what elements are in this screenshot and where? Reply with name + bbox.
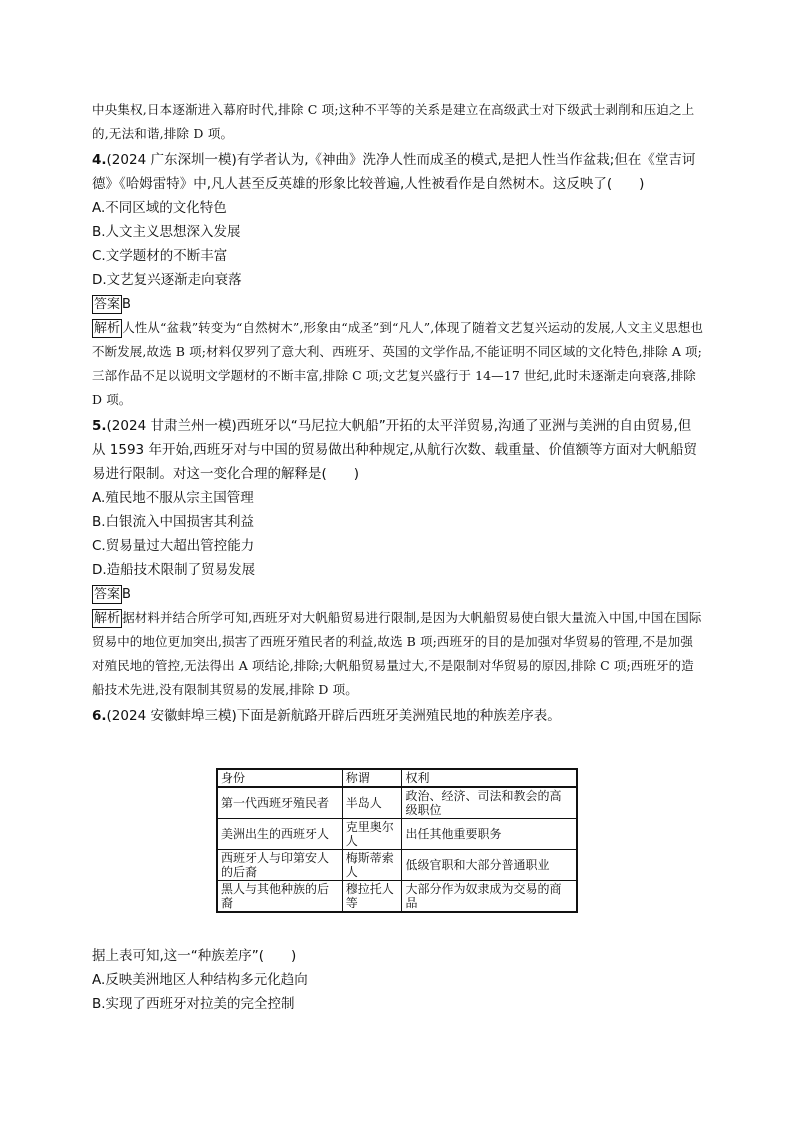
question-text: 有学者认为,《神曲》洗净人性而成圣的模式,是把人性当作盆栽;但在《堂吉诃德》《哈姆雷特》中,凡人甚至反英雄的形象比较普遍,人性被看作是自然树木。这反映了( ) bbox=[92, 152, 696, 192]
table-cell: 美洲出生的西班牙人 bbox=[217, 819, 342, 850]
table-header-row bbox=[217, 769, 577, 787]
header-rights: 权利 bbox=[402, 769, 577, 787]
table-row bbox=[217, 819, 577, 850]
race-hierarchy-table-wrap bbox=[216, 768, 578, 913]
option-c: C.贸易量过大超出管控能力 bbox=[92, 538, 255, 554]
table-cell: 西班牙人与印第安人的后裔 bbox=[217, 850, 342, 881]
option-b: B.白银流入中国损害其利益 bbox=[92, 514, 255, 530]
question-text: 西班牙以“马尼拉大帆船”开拓的太平洋贸易,沟通了亚洲与美洲的自由贸易,但从 1593 年开始,西班牙对与中国的贸易做出种种规定,从航行次数、载重量、价值额等方面对大帆船贸易进行限制。对这一变化合理的解释是( ) bbox=[92, 418, 698, 482]
answer-tag: 答案 bbox=[94, 587, 121, 602]
analysis-paragraph bbox=[92, 316, 704, 412]
table-cell: 梅斯蒂索人 bbox=[342, 850, 402, 881]
question-6-followup bbox=[92, 944, 704, 1016]
question-source: (2024 广东深圳一模) bbox=[106, 152, 237, 168]
question-number: 5. bbox=[92, 418, 107, 434]
analysis-continuation: 中央集权,日本逐渐进入幕府时代,排除 C 项;这种不平等的关系是建立在高级武士对下级武士剥削和压迫之上的,无法和谐,排除 D 项。 bbox=[92, 102, 695, 141]
analysis-tag: 解析 bbox=[94, 321, 121, 336]
option-d: D.文艺复兴逐渐走向衰落 bbox=[92, 272, 242, 288]
analysis-paragraph bbox=[92, 606, 704, 702]
option-b: B.人文主义思想深入发展 bbox=[92, 224, 241, 240]
option-d: D.造船技术限制了贸易发展 bbox=[92, 562, 256, 578]
option-a: A.殖民地不服从宗主国管理 bbox=[92, 490, 254, 506]
question-5-stem bbox=[92, 414, 704, 486]
header-title: 称谓 bbox=[342, 769, 402, 787]
header-identity: 身份 bbox=[217, 769, 342, 787]
answer-value: B bbox=[122, 297, 131, 312]
table-cell: 穆拉托人等 bbox=[342, 881, 402, 913]
question-text: 下面是新航路开辟后西班牙美洲殖民地的种族差序表。 bbox=[236, 708, 561, 724]
question-number: 6. bbox=[92, 708, 107, 724]
option-a: A.不同区域的文化特色 bbox=[92, 200, 227, 216]
table-row bbox=[217, 850, 577, 881]
option-a: A.反映美洲地区人种结构多元化趋向 bbox=[92, 972, 308, 988]
question-4-stem bbox=[92, 148, 704, 196]
analysis-text: 人性从“盆栽”转变为“自然树木”,形象由“成圣”到“凡人”,体现了随着文艺复兴运动的发展,人文主义思想也不断发展,故选 B 项;材料仅罗列了意大利、西班牙、英国的文学作品,不能证明不同区域的文化特色,排除 A 项;三部作品不足以说明文学题材的不断丰富,排除 C 项;文艺复兴盛行于 14—17 世纪,此时未逐渐走向衰落,排除 D 项。 bbox=[92, 320, 703, 407]
answer-tag: 答案 bbox=[94, 297, 121, 312]
option-c: C.文学题材的不断丰富 bbox=[92, 248, 228, 264]
table-cell: 大部分作为奴隶成为交易的商品 bbox=[402, 881, 577, 913]
question-6-stem bbox=[92, 704, 704, 728]
question-6-prompt: 据上表可知,这一“种族差序”( ) bbox=[92, 948, 297, 964]
document-page bbox=[92, 98, 704, 728]
question-number: 4. bbox=[92, 152, 107, 168]
table-cell: 克里奥尔人 bbox=[342, 819, 402, 850]
analysis-text: 据材料并结合所学可知,西班牙对大帆船贸易进行限制,是因为大帆船贸易使白银大量流入中国,中国在国际贸易中的地位更加突出,损害了西班牙殖民者的利益,故选 B 项;西班牙的目的是加强对华贸易的管理,不是加强对殖民地的管控,无法得出 A 项结论,排除;大帆船贸易量过大,不是限制对华贸易的原因,排除 C 项;西班牙的造船技术先进,没有限制其贸易的发展,排除 D 项。 bbox=[92, 610, 702, 697]
table-cell: 半岛人 bbox=[342, 787, 402, 819]
table-cell: 第一代西班牙殖民者 bbox=[217, 787, 342, 819]
table-cell: 低级官职和大部分普通职业 bbox=[402, 850, 577, 881]
analysis-tag: 解析 bbox=[94, 611, 121, 626]
question-source: (2024 安徽蚌埠三模) bbox=[106, 708, 237, 724]
answer-value: B bbox=[122, 587, 131, 602]
option-b: B.实现了西班牙对拉美的完全控制 bbox=[92, 996, 295, 1012]
race-hierarchy-table bbox=[216, 768, 578, 913]
answer-line bbox=[92, 583, 704, 606]
question-source: (2024 甘肃兰州一模) bbox=[106, 418, 237, 434]
table-row bbox=[217, 787, 577, 819]
table-cell: 黑人与其他种族的后裔 bbox=[217, 881, 342, 913]
table-row bbox=[217, 881, 577, 913]
table-cell: 政治、经济、司法和教会的高级职位 bbox=[402, 787, 577, 819]
answer-line bbox=[92, 293, 704, 316]
table-cell: 出任其他重要职务 bbox=[402, 819, 577, 850]
